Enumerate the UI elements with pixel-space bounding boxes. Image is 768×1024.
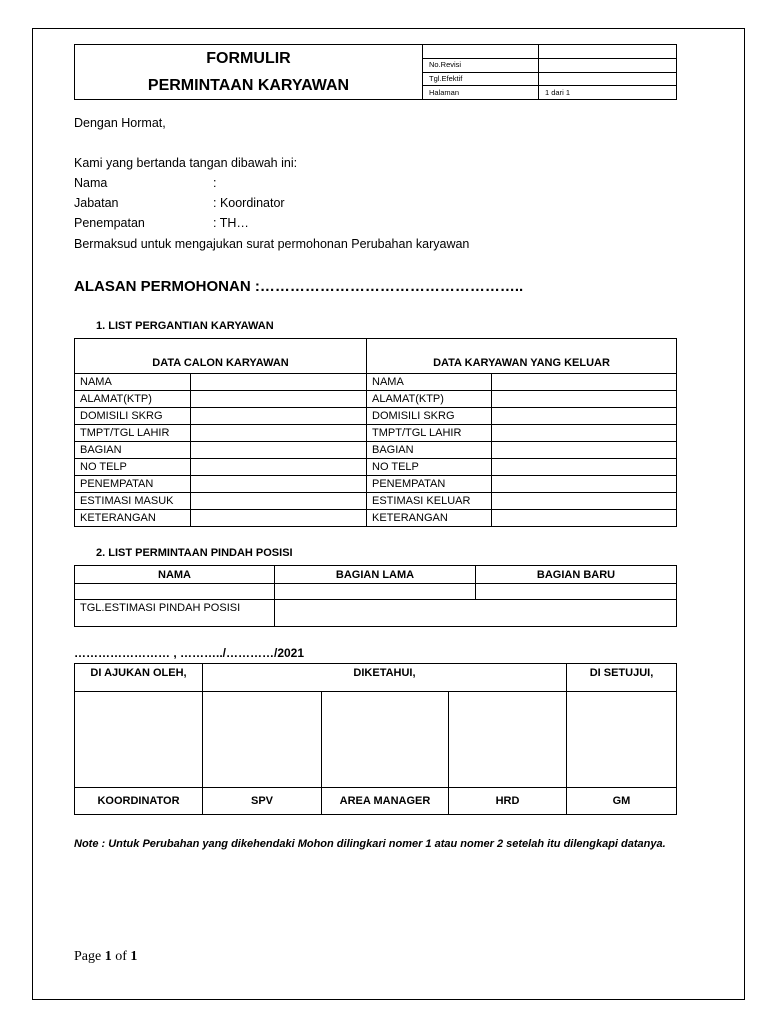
field-jabatan (74, 196, 285, 210)
right-label: NO TELP (367, 459, 492, 476)
form-title-line1: FORMULIR (206, 50, 291, 67)
left-value (191, 493, 367, 510)
alasan-permohonan: ALASAN PERMOHONAN :…………………………………………….. (74, 278, 524, 295)
greeting: Dengan Hormat, (74, 116, 166, 130)
meta-value-efektif (539, 72, 677, 86)
meta-spacer (423, 45, 539, 59)
left-label: ALAMAT(KTP) (75, 391, 191, 408)
replacement-table (74, 338, 677, 527)
page-total: 1 (130, 949, 138, 964)
date-line: …………………… , ………../…………/2021 (74, 646, 305, 660)
field-jabatan-value: : Koordinator (213, 196, 285, 210)
field-nama (74, 176, 216, 190)
right-value (492, 408, 677, 425)
meta-value-revisi (539, 58, 677, 72)
left-label: BAGIAN (75, 442, 191, 459)
right-value (492, 493, 677, 510)
form-title-line2: PERMINTAAN KARYAWAN (147, 77, 350, 94)
role-gm: GM (567, 788, 677, 815)
right-header: DATA KARYAWAN YANG KELUAR (367, 339, 677, 374)
meta-label-revisi: No.Revisi (423, 58, 539, 72)
meta-value-halaman: 1 dari 1 (539, 86, 677, 100)
left-value (191, 425, 367, 442)
right-label: NAMA (367, 374, 492, 391)
left-label: PENEMPATAN (75, 476, 191, 493)
left-value (191, 510, 367, 527)
right-value (492, 459, 677, 476)
right-label: KETERANGAN (367, 510, 492, 527)
signature-koordinator (75, 692, 203, 788)
role-koordinator: KOORDINATOR (75, 788, 203, 815)
field-penempatan (74, 216, 249, 230)
role-hrd: HRD (449, 788, 567, 815)
table-row (75, 493, 677, 510)
tgl-estimasi-label: TGL.ESTIMASI PINDAH POSISI (75, 600, 275, 627)
page-footer (74, 949, 137, 965)
table-row (75, 459, 677, 476)
form-title (75, 45, 423, 100)
right-value (492, 425, 677, 442)
approval-table (74, 663, 677, 815)
left-value (191, 476, 367, 493)
right-label: ALAMAT(KTP) (367, 391, 492, 408)
meta-label-efektif: Tgl.Efektif (423, 72, 539, 86)
right-label: PENEMPATAN (367, 476, 492, 493)
intro-lead: Kami yang bertanda tangan dibawah ini: (74, 156, 298, 170)
signature-gm (567, 692, 677, 788)
meta-spacer-value (539, 45, 677, 59)
section1-title: 1. LIST PERGANTIAN KARYAWAN (96, 320, 274, 332)
page-number: 1 (104, 949, 112, 964)
of-word: of (115, 949, 127, 964)
left-label: KETERANGAN (75, 510, 191, 527)
left-value (191, 408, 367, 425)
left-value (191, 374, 367, 391)
right-label: BAGIAN (367, 442, 492, 459)
table-row (75, 374, 677, 391)
left-label: NO TELP (75, 459, 191, 476)
left-label: ESTIMASI MASUK (75, 493, 191, 510)
note: Note : Untuk Perubahan yang dikehendaki Mohon dilingkari nomer 1 atau nomer 2 setelah itu dilengkapi datanya. (74, 838, 666, 850)
right-value (492, 510, 677, 527)
cell-nama (75, 584, 275, 600)
field-penempatan-label: Penempatan (74, 216, 145, 230)
field-penempatan-value: : TH… (213, 216, 249, 230)
right-label: DOMISILI SKRG (367, 408, 492, 425)
left-label: NAMA (75, 374, 191, 391)
right-value (492, 442, 677, 459)
left-header: DATA CALON KARYAWAN (75, 339, 367, 374)
cell-bagian-baru (476, 584, 677, 600)
tgl-estimasi-value (275, 600, 677, 627)
role-area-manager: AREA MANAGER (322, 788, 449, 815)
right-label: ESTIMASI KELUAR (367, 493, 492, 510)
table-row (75, 425, 677, 442)
signature-area-manager (322, 692, 449, 788)
table-row (75, 510, 677, 527)
col-bagian-baru: BAGIAN BARU (476, 566, 677, 584)
page-word: Page (74, 949, 102, 964)
table-row (75, 391, 677, 408)
right-value (492, 476, 677, 493)
signature-hrd (449, 692, 567, 788)
table-row (75, 408, 677, 425)
right-label: TMPT/TGL LAHIR (367, 425, 492, 442)
left-value (191, 442, 367, 459)
disetujui-header: DI SETUJUI, (567, 664, 677, 692)
right-value (492, 374, 677, 391)
form-header (74, 44, 677, 100)
table-row (75, 476, 677, 493)
col-nama: NAMA (75, 566, 275, 584)
field-nama-label: Nama (74, 176, 108, 190)
field-nama-value: : (213, 176, 217, 190)
diajukan-header: DI AJUKAN OLEH, (75, 664, 203, 692)
left-value (191, 459, 367, 476)
cell-bagian-lama (275, 584, 476, 600)
section2-title: 2. LIST PERMINTAAN PINDAH POSISI (96, 547, 293, 559)
col-bagian-lama: BAGIAN LAMA (275, 566, 476, 584)
right-value (492, 391, 677, 408)
transfer-table (74, 565, 677, 627)
meta-label-halaman: Halaman (423, 86, 539, 100)
diketahui-header: DIKETAHUI, (203, 664, 567, 692)
left-value (191, 391, 367, 408)
table-row (75, 442, 677, 459)
left-label: TMPT/TGL LAHIR (75, 425, 191, 442)
intro-purpose: Bermaksud untuk mengajukan surat permohonan Perubahan karyawan (74, 237, 470, 251)
role-spv: SPV (203, 788, 322, 815)
left-label: DOMISILI SKRG (75, 408, 191, 425)
signature-spv (203, 692, 322, 788)
field-jabatan-label: Jabatan (74, 196, 119, 210)
